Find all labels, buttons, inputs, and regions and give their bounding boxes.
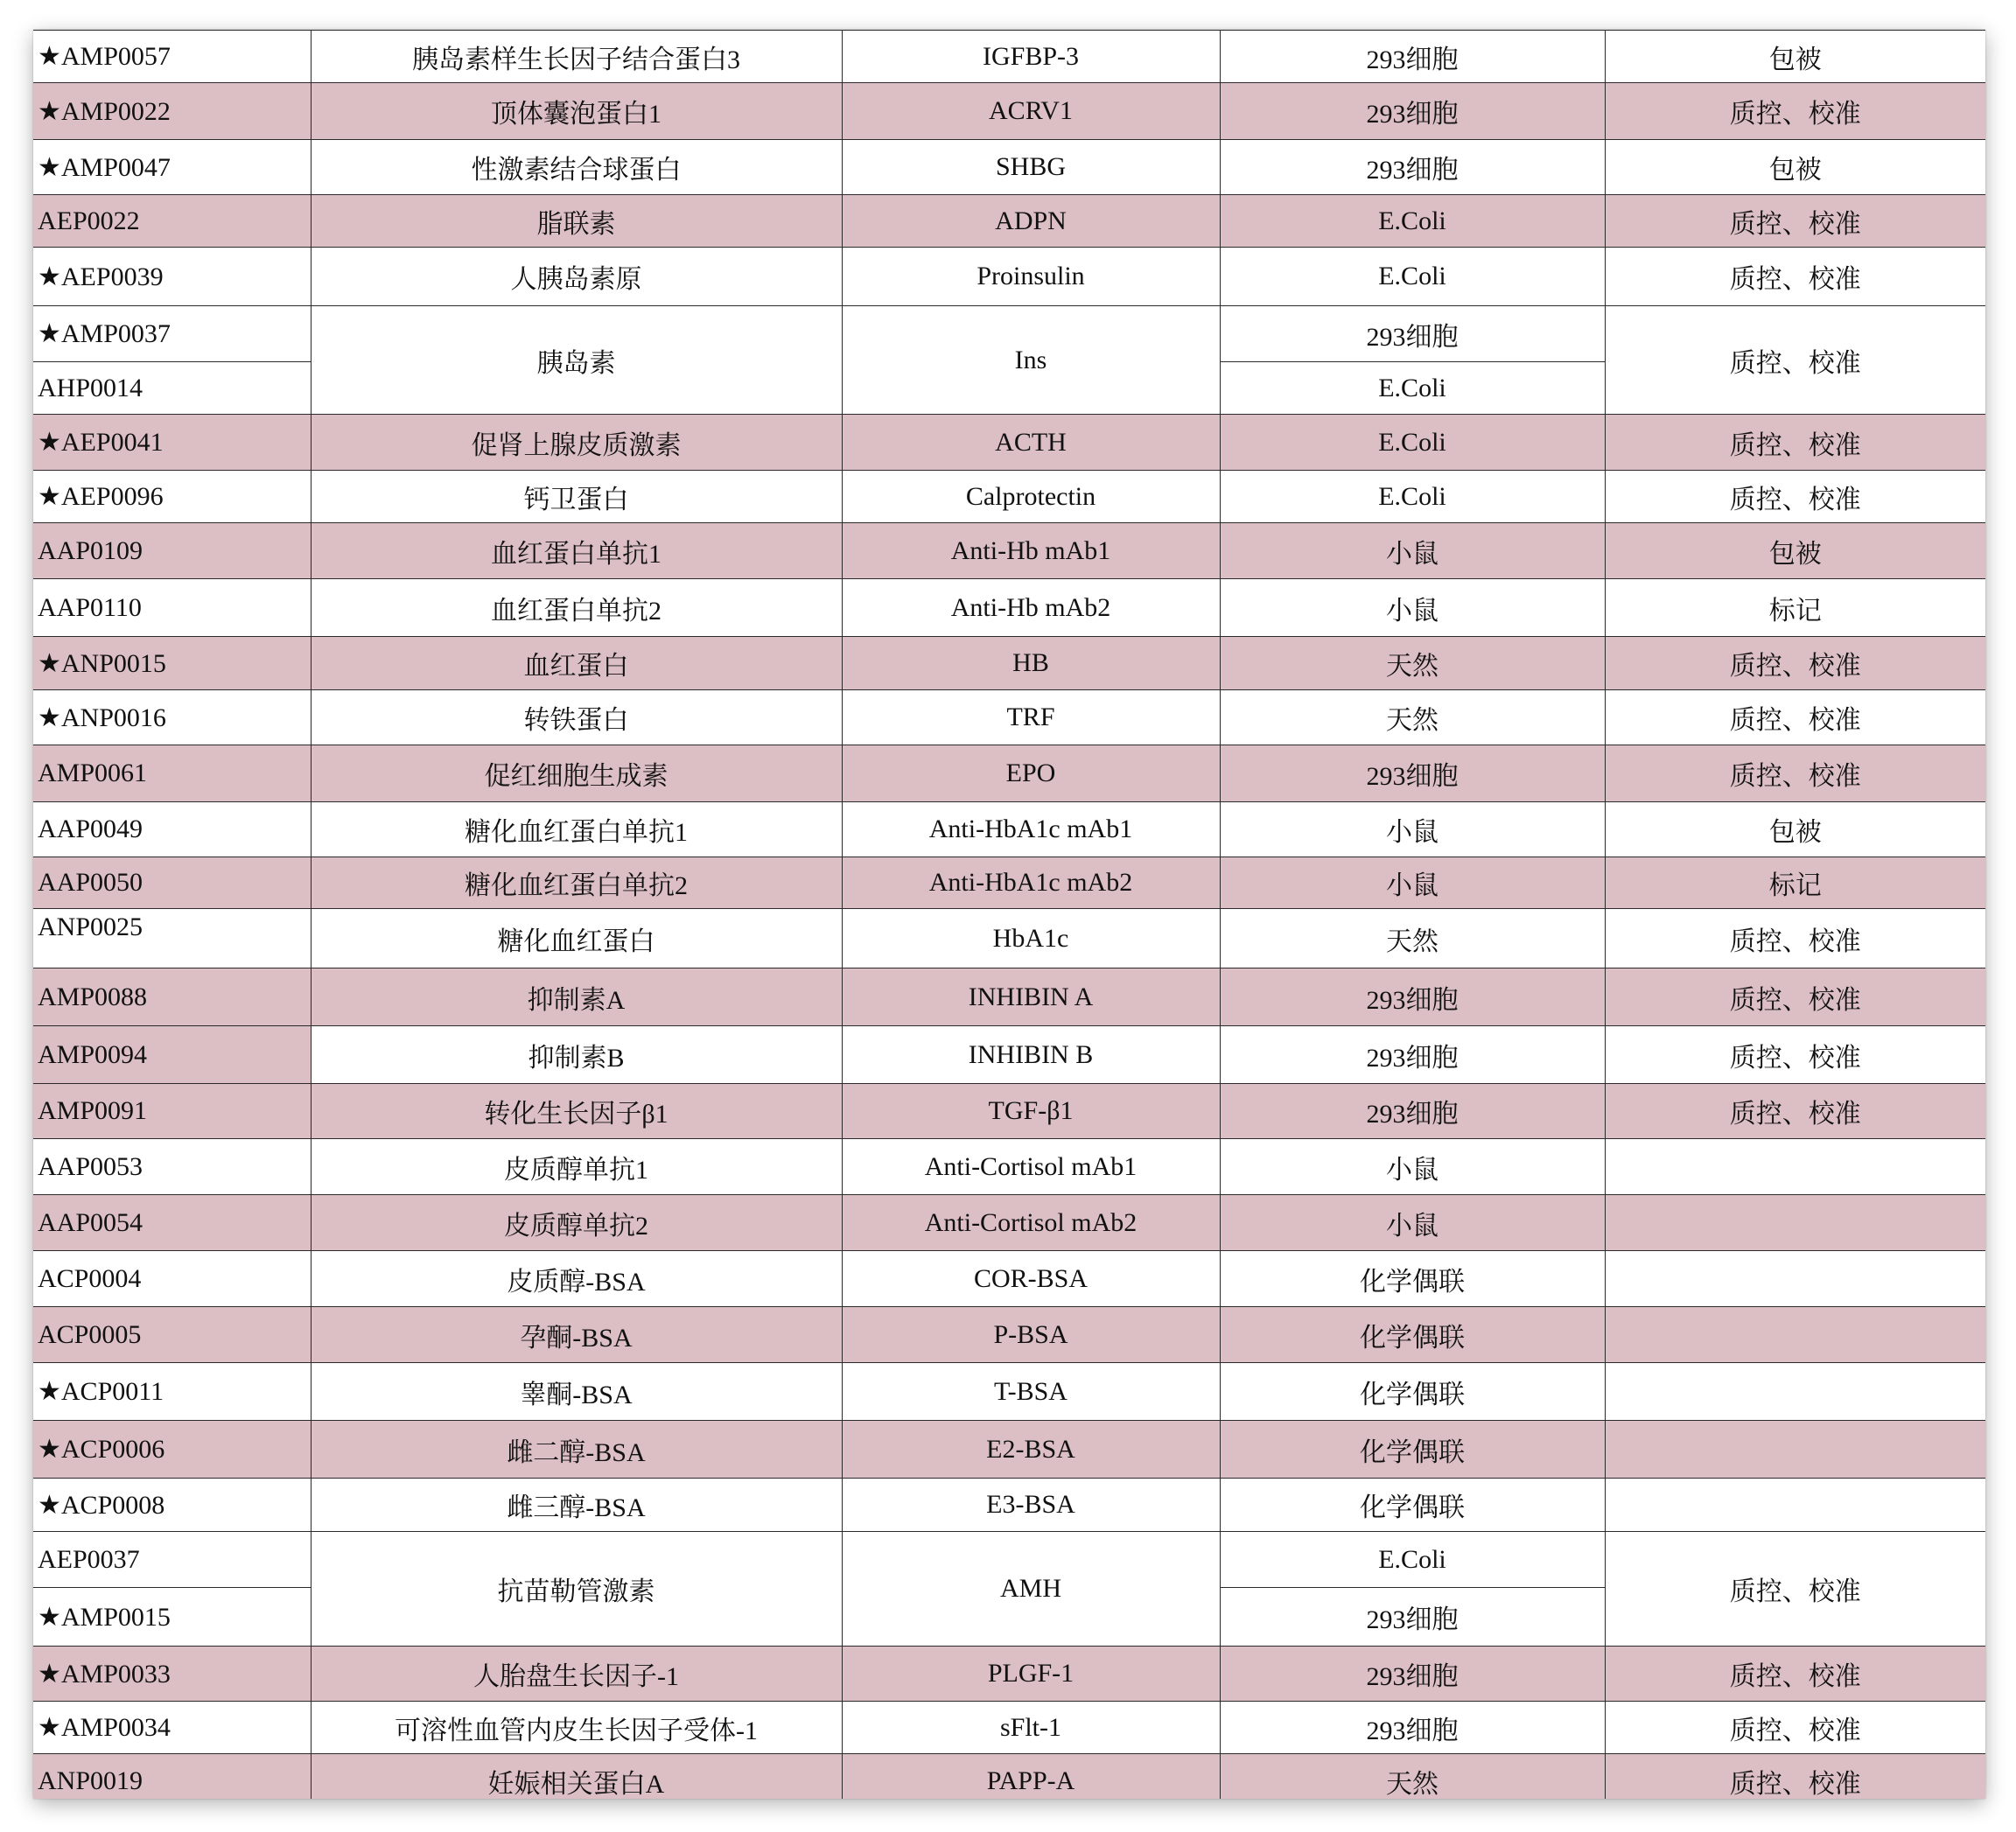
use-cell[interactable] [1605,1479,1985,1532]
name-cell[interactable]: 促红细胞生成素 [311,745,842,802]
use-cell[interactable] [1605,1251,1985,1307]
name-cell[interactable]: 胰岛素样生长因子结合蛋白3 [311,31,842,83]
code-cell[interactable]: ANP0025 [33,909,311,968]
source-cell[interactable]: 小鼠 [1220,802,1605,857]
source-cell[interactable]: 小鼠 [1220,1195,1605,1251]
table-row [33,248,1985,306]
name-cell[interactable]: 血红蛋白单抗1 [311,523,842,579]
abbr-cell[interactable]: Anti-Hb mAb2 [842,579,1220,637]
code-cell[interactable]: AHP0014 [33,362,311,415]
source-cell[interactable]: 293细胞 [1220,1026,1605,1084]
use-cell[interactable]: 质控、校准 [1605,637,1985,690]
source-cell[interactable]: 293细胞 [1220,1702,1605,1754]
abbr-cell[interactable]: HB [842,637,1220,690]
table-row [33,31,1985,83]
name-cell[interactable]: 糖化血红蛋白单抗1 [311,802,842,857]
source-cell[interactable]: 293细胞 [1220,1647,1605,1702]
code-cell[interactable]: ★AEP0096 [33,471,311,523]
source-cell[interactable]: 化学偶联 [1220,1251,1605,1307]
product-table [33,30,1985,1799]
use-cell[interactable]: 质控、校准 [1605,909,1985,968]
source-cell[interactable]: 小鼠 [1220,857,1605,909]
code-cell[interactable]: ★AMP0037 [33,306,311,362]
use-cell[interactable]: 质控、校准 [1605,83,1985,140]
name-cell[interactable]: 胰岛素 [311,306,842,415]
name-cell[interactable]: 血红蛋白单抗2 [311,579,842,637]
table-row [33,1139,1985,1195]
abbr-cell[interactable]: Anti-Cortisol mAb1 [842,1139,1220,1195]
name-cell[interactable]: 糖化血红蛋白 [311,909,842,968]
name-cell[interactable]: 孕酮-BSA [311,1307,842,1363]
code-cell[interactable]: ★AMP0015 [33,1588,311,1647]
name-cell[interactable]: 脂联素 [311,195,842,248]
abbr-cell[interactable]: AMH [842,1532,1220,1647]
abbr-cell[interactable]: Ins [842,306,1220,415]
source-cell[interactable]: E.Coli [1220,415,1605,471]
use-cell[interactable]: 标记 [1605,579,1985,637]
name-cell[interactable]: 皮质醇-BSA [311,1251,842,1307]
abbr-cell[interactable]: TRF [842,690,1220,745]
abbr-cell[interactable]: PAPP-A [842,1754,1220,1800]
source-cell[interactable]: 293细胞 [1220,1588,1605,1647]
source-cell[interactable]: 293细胞 [1220,140,1605,195]
code-cell[interactable]: ANP0019 [33,1754,311,1800]
name-cell[interactable]: 睾酮-BSA [311,1363,842,1421]
table-row [33,1251,1985,1307]
source-cell[interactable]: E.Coli [1220,471,1605,523]
source-cell[interactable]: 小鼠 [1220,523,1605,579]
code-cell[interactable]: ★ANP0016 [33,690,311,745]
code-cell[interactable]: ★ACP0011 [33,1363,311,1421]
use-cell[interactable]: 包被 [1605,523,1985,579]
code-cell[interactable]: AAP0110 [33,579,311,637]
abbr-cell[interactable]: EPO [842,745,1220,802]
abbr-cell[interactable]: Proinsulin [842,248,1220,306]
table-row [33,579,1985,637]
table-row [33,802,1985,857]
spreadsheet-sheet [33,30,1985,1799]
abbr-cell[interactable]: COR-BSA [842,1251,1220,1307]
name-cell[interactable]: 促肾上腺皮质激素 [311,415,842,471]
name-cell[interactable]: 人胰岛素原 [311,248,842,306]
source-cell[interactable]: 293细胞 [1220,1084,1605,1139]
abbr-cell[interactable]: HbA1c [842,909,1220,968]
code-cell[interactable]: ★AMP0047 [33,140,311,195]
abbr-cell[interactable]: ADPN [842,195,1220,248]
use-cell[interactable]: 质控、校准 [1605,745,1985,802]
source-cell[interactable]: 293细胞 [1220,745,1605,802]
use-cell[interactable]: 质控、校准 [1605,1754,1985,1800]
use-cell[interactable] [1605,1421,1985,1479]
use-cell[interactable] [1605,1139,1985,1195]
code-cell[interactable]: ★AEP0039 [33,248,311,306]
use-cell[interactable]: 质控、校准 [1605,1647,1985,1702]
table-row [33,1647,1985,1702]
use-cell[interactable]: 标记 [1605,857,1985,909]
use-cell[interactable]: 质控、校准 [1605,968,1985,1026]
code-cell[interactable]: AAP0054 [33,1195,311,1251]
use-cell[interactable] [1605,1195,1985,1251]
source-cell[interactable]: 小鼠 [1220,579,1605,637]
source-cell[interactable]: 天然 [1220,690,1605,745]
use-cell[interactable]: 质控、校准 [1605,690,1985,745]
name-cell[interactable]: 皮质醇单抗1 [311,1139,842,1195]
source-cell[interactable]: E.Coli [1220,1532,1605,1588]
table-row [33,909,1985,968]
abbr-cell[interactable]: ACTH [842,415,1220,471]
source-cell[interactable]: 293细胞 [1220,306,1605,362]
use-cell[interactable]: 包被 [1605,31,1985,83]
table-row [33,415,1985,471]
name-cell[interactable]: 钙卫蛋白 [311,471,842,523]
abbr-cell[interactable]: Anti-Cortisol mAb2 [842,1195,1220,1251]
table-row [33,1026,1985,1084]
table-row [33,690,1985,745]
code-cell[interactable]: AAP0109 [33,523,311,579]
use-cell[interactable]: 质控、校准 [1605,1702,1985,1754]
table-row [33,1084,1985,1139]
source-cell[interactable]: 293细胞 [1220,31,1605,83]
source-cell[interactable]: 小鼠 [1220,1139,1605,1195]
code-cell[interactable]: AAP0050 [33,857,311,909]
table-row [33,471,1985,523]
code-cell[interactable]: AMP0094 [33,1026,311,1084]
table-row [33,1702,1985,1754]
abbr-cell[interactable]: ACRV1 [842,83,1220,140]
source-cell[interactable]: E.Coli [1220,248,1605,306]
table-row [33,1421,1985,1479]
use-cell[interactable]: 包被 [1605,140,1985,195]
name-cell[interactable]: 抑制素A [311,968,842,1026]
code-cell[interactable]: ★AEP0041 [33,415,311,471]
use-cell[interactable]: 质控、校准 [1605,195,1985,248]
name-cell[interactable]: 雌三醇-BSA [311,1479,842,1532]
table-row [33,1195,1985,1251]
name-cell[interactable]: 血红蛋白 [311,637,842,690]
source-cell[interactable]: 化学偶联 [1220,1363,1605,1421]
name-cell[interactable]: 人胎盘生长因子-1 [311,1647,842,1702]
use-cell[interactable]: 质控、校准 [1605,1084,1985,1139]
code-cell[interactable]: ★AMP0034 [33,1702,311,1754]
source-cell[interactable]: 天然 [1220,1754,1605,1800]
source-cell[interactable]: 天然 [1220,637,1605,690]
table-row [33,1479,1985,1532]
code-cell[interactable]: ★AMP0033 [33,1647,311,1702]
use-cell[interactable]: 包被 [1605,802,1985,857]
name-cell[interactable]: 雌二醇-BSA [311,1421,842,1479]
name-cell[interactable]: 抑制素B [311,1026,842,1084]
source-cell[interactable]: E.Coli [1220,362,1605,415]
use-cell[interactable]: 质控、校准 [1605,306,1985,415]
code-cell[interactable]: ★ACP0006 [33,1421,311,1479]
table-row [33,637,1985,690]
name-cell[interactable]: 糖化血红蛋白单抗2 [311,857,842,909]
abbr-cell[interactable]: E3-BSA [842,1479,1220,1532]
name-cell[interactable]: 性激素结合球蛋白 [311,140,842,195]
table-row [33,195,1985,248]
source-cell[interactable]: 293细胞 [1220,968,1605,1026]
name-cell[interactable]: 可溶性血管内皮生长因子受体-1 [311,1702,842,1754]
name-cell[interactable]: 皮质醇单抗2 [311,1195,842,1251]
code-cell[interactable]: ★ANP0015 [33,637,311,690]
abbr-cell[interactable]: SHBG [842,140,1220,195]
name-cell[interactable]: 转铁蛋白 [311,690,842,745]
name-cell[interactable]: 妊娠相关蛋白A [311,1754,842,1800]
abbr-cell[interactable]: P-BSA [842,1307,1220,1363]
code-cell[interactable]: AEP0022 [33,195,311,248]
code-cell[interactable]: ★AMP0057 [33,31,311,83]
use-cell[interactable]: 质控、校准 [1605,1026,1985,1084]
use-cell[interactable]: 质控、校准 [1605,1532,1985,1647]
abbr-cell[interactable]: Calprotectin [842,471,1220,523]
code-cell[interactable]: AMP0091 [33,1084,311,1139]
use-cell[interactable]: 质控、校准 [1605,248,1985,306]
table-row [33,857,1985,909]
use-cell[interactable] [1605,1363,1985,1421]
code-cell[interactable]: ★ACP0008 [33,1479,311,1532]
code-cell[interactable]: ACP0004 [33,1251,311,1307]
source-cell[interactable]: 293细胞 [1220,83,1605,140]
table-row [33,968,1985,1026]
name-cell[interactable]: 顶体囊泡蛋白1 [311,83,842,140]
abbr-cell[interactable]: IGFBP-3 [842,31,1220,83]
code-cell[interactable]: ACP0005 [33,1307,311,1363]
table-row [33,1532,1985,1588]
abbr-cell[interactable]: TGF-β1 [842,1084,1220,1139]
table-row [33,745,1985,802]
table-row [33,1307,1985,1363]
table-row [33,140,1985,195]
code-cell[interactable]: AMP0061 [33,745,311,802]
code-cell[interactable]: AMP0088 [33,968,311,1026]
code-cell[interactable]: AAP0049 [33,802,311,857]
abbr-cell[interactable]: Anti-HbA1c mAb1 [842,802,1220,857]
table-row [33,1363,1985,1421]
use-cell[interactable] [1605,1307,1985,1363]
name-cell[interactable]: 转化生长因子β1 [311,1084,842,1139]
abbr-cell[interactable]: INHIBIN A [842,968,1220,1026]
abbr-cell[interactable]: sFlt-1 [842,1702,1220,1754]
code-cell[interactable]: AAP0053 [33,1139,311,1195]
source-cell[interactable]: E.Coli [1220,195,1605,248]
table-row [33,83,1985,140]
name-cell[interactable]: 抗苗勒管激素 [311,1532,842,1647]
abbr-cell[interactable]: Anti-Hb mAb1 [842,523,1220,579]
use-cell[interactable]: 质控、校准 [1605,471,1985,523]
abbr-cell[interactable]: Anti-HbA1c mAb2 [842,857,1220,909]
table-row [33,523,1985,579]
abbr-cell[interactable]: E2-BSA [842,1421,1220,1479]
abbr-cell[interactable]: PLGF-1 [842,1647,1220,1702]
code-cell[interactable]: ★AMP0022 [33,83,311,140]
abbr-cell[interactable]: INHIBIN B [842,1026,1220,1084]
use-cell[interactable]: 质控、校准 [1605,415,1985,471]
table-row [33,306,1985,362]
abbr-cell[interactable]: T-BSA [842,1363,1220,1421]
source-cell[interactable]: 化学偶联 [1220,1479,1605,1532]
code-cell[interactable]: AEP0037 [33,1532,311,1588]
source-cell[interactable]: 化学偶联 [1220,1307,1605,1363]
source-cell[interactable]: 化学偶联 [1220,1421,1605,1479]
source-cell[interactable]: 天然 [1220,909,1605,968]
table-row [33,1754,1985,1800]
